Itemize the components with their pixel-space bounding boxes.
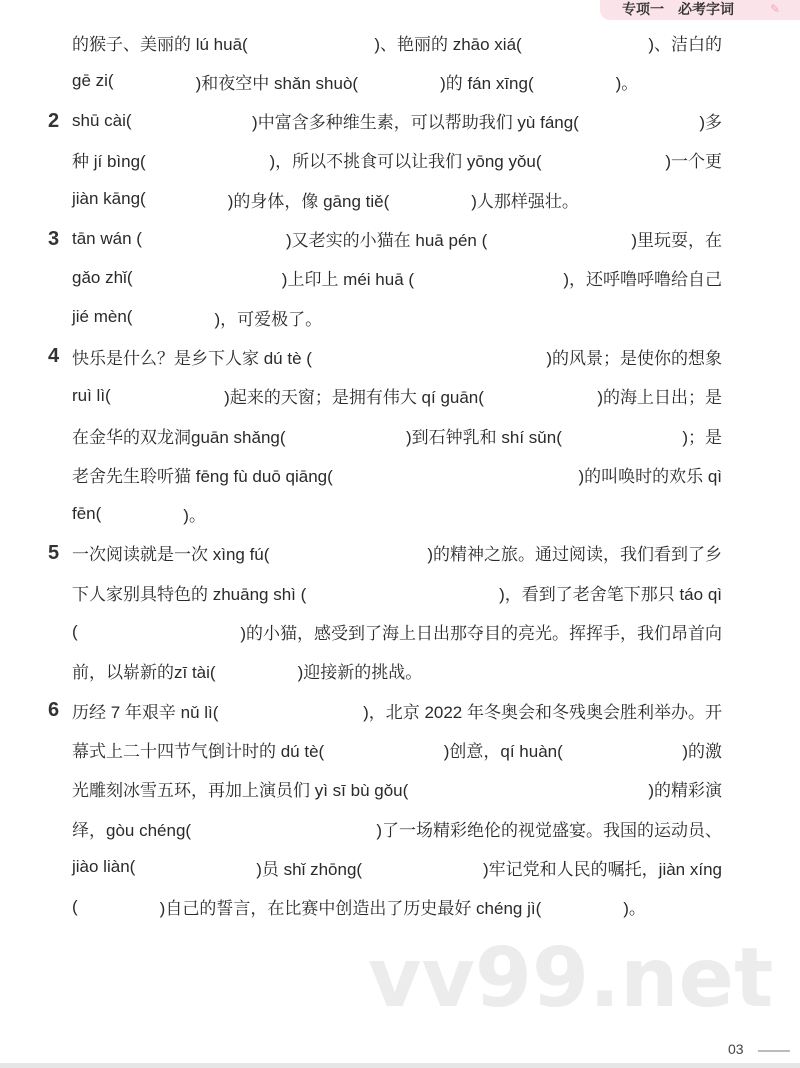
text-segment: )的风景；是使你的想象 — [546, 348, 722, 368]
text-segment: tān wán ( — [72, 228, 142, 248]
text-line — [72, 422, 722, 448]
text-line — [72, 776, 722, 802]
text-segment: ruì lì( — [72, 385, 111, 405]
text-line — [72, 501, 722, 527]
text-segment: 的猴子、美丽的 lú huā( — [72, 34, 248, 54]
text-segment: )了一场精彩绝伦的视觉盛宴。我国的运动员、 — [376, 820, 722, 840]
text-segment: )，北京 2022 年冬奥会和冬残奥会胜利举办。开 — [363, 702, 722, 722]
text-segment: )、洁白的 — [648, 34, 722, 54]
text-line — [72, 461, 722, 487]
text-segment: 快乐是什么？是乡下人家 dú tè ( — [72, 348, 312, 368]
text-segment: )，还呼噜呼噜给自己 — [563, 270, 722, 290]
text-segment: ( — [72, 621, 78, 641]
text-segment: )迎接新的挑战。 — [297, 663, 423, 683]
text-segment: )的 fán xīng( — [440, 73, 534, 93]
text-segment: )中富含多种维生素，可以帮助我们 yù fáng( — [252, 113, 579, 133]
section-title: 专项一 必考字词 — [622, 1, 734, 17]
text-segment: jié mèn( — [72, 307, 133, 327]
text-segment: shū cài( — [72, 110, 132, 130]
text-segment: )。 — [183, 506, 206, 526]
text-segment: )和夜空中 shǎn shuò( — [195, 73, 359, 93]
text-segment: 绎，gòu chéng( — [72, 820, 192, 840]
text-line — [72, 108, 722, 134]
text-segment: )里玩耍，在 — [631, 231, 722, 250]
text-segment: )人那样强壮。 — [471, 191, 579, 211]
text-line — [72, 579, 722, 605]
text-segment: )创意，qí huàn( — [443, 741, 563, 761]
text-segment: )的小猫，感受到了海上日出那夺目的亮光。挥挥手，我们昂首向 — [240, 624, 722, 643]
text-segment: )的精彩演 — [648, 781, 722, 801]
text-segment: gē zi( — [72, 71, 114, 91]
text-segment: 老舍先生聆听猫 fēng fù duō qiāng( — [72, 466, 333, 486]
text-line — [72, 736, 722, 762]
text-segment: 光雕刻冰雪五环，再加上演员们 yì sī bù gǒu( — [72, 781, 409, 801]
question-number: 3 — [48, 227, 60, 250]
text-segment: )，看到了老舍笔下那只 táo qì — [499, 584, 722, 604]
text-segment: 在金华的双龙洞guān shǎng( — [72, 427, 286, 447]
text-line — [72, 29, 722, 55]
question-number: 5 — [48, 541, 60, 564]
text-line — [72, 265, 722, 291]
text-segment: )。 — [615, 73, 639, 93]
pencil-icon: ✎ — [770, 2, 781, 16]
page-number: 03 — [728, 1041, 744, 1057]
text-line — [72, 383, 722, 409]
text-segment: )上印上 méi huā ( — [281, 270, 415, 290]
text-segment: gǎo zhǐ( — [72, 267, 133, 287]
question-number: 4 — [48, 345, 60, 368]
question-number: 6 — [48, 699, 60, 722]
text-line — [72, 894, 722, 920]
text-segment: 种 jí bìng( — [72, 152, 146, 172]
text-line — [72, 343, 722, 369]
text-line — [72, 854, 722, 880]
text-segment: )、艳丽的 zhāo xiá( — [374, 34, 522, 54]
text-segment: fēn( — [72, 503, 102, 523]
text-segment: )自己的誓言，在比赛中创造出了历史最好 chéng jì( — [159, 899, 542, 919]
text-line — [72, 815, 722, 841]
watermark: vv99.net — [368, 931, 774, 1026]
text-line — [72, 658, 722, 684]
text-segment: )一个更 — [665, 152, 723, 172]
text-segment: )员 shǐ zhōng( — [256, 859, 363, 879]
text-line — [72, 186, 722, 212]
text-line — [72, 619, 722, 645]
text-segment: )又老实的小猫在 huā pén ( — [286, 231, 488, 250]
text-segment: )牢记党和人民的嘱托，jiàn xíng — [483, 859, 722, 879]
text-line — [72, 540, 722, 566]
text-segment: )多 — [699, 113, 723, 133]
text-segment: )的激 — [682, 741, 723, 761]
text-segment: jiàn kāng( — [72, 189, 146, 209]
text-segment: )起来的天窗；是拥有伟大 qí guān( — [224, 388, 484, 408]
text-segment: )的精神之旅。通过阅读，我们看到了乡 — [427, 545, 722, 565]
footer-divider — [758, 1050, 790, 1052]
text-line — [72, 226, 722, 252]
text-segment: 一次阅读就是一次 xìng fú( — [72, 545, 270, 565]
text-line — [72, 304, 722, 330]
text-segment: ( — [72, 896, 78, 916]
text-segment: )，所以不挑食可以让我们 yōng yǒu( — [269, 152, 542, 172]
bottom-bar — [0, 1063, 800, 1068]
text-segment: )的叫唤时的欢乐 qì — [578, 466, 722, 486]
text-line — [72, 697, 722, 723]
text-segment: )。 — [623, 899, 646, 919]
text-segment: 下人家别具特色的 zhuāng shì ( — [72, 584, 307, 604]
text-segment: 历经 7 年艰辛 nǔ lì( — [72, 702, 219, 722]
text-segment: )的海上日出；是 — [597, 388, 723, 408]
text-segment: )的身体，像 gāng tiě( — [227, 191, 390, 211]
text-segment: 前，以崭新的zī tài( — [72, 663, 216, 683]
text-line — [72, 68, 722, 94]
text-segment: jiào liàn( — [72, 857, 136, 877]
text-segment: )到石钟乳和 shí sǔn( — [406, 427, 562, 447]
text-segment: )；是 — [682, 427, 722, 447]
text-line — [72, 147, 722, 173]
text-segment: 幕式上二十四节气倒计时的 dú tè( — [72, 741, 325, 761]
text-segment: )，可爱极了。 — [214, 309, 323, 329]
question-number: 2 — [48, 109, 60, 132]
